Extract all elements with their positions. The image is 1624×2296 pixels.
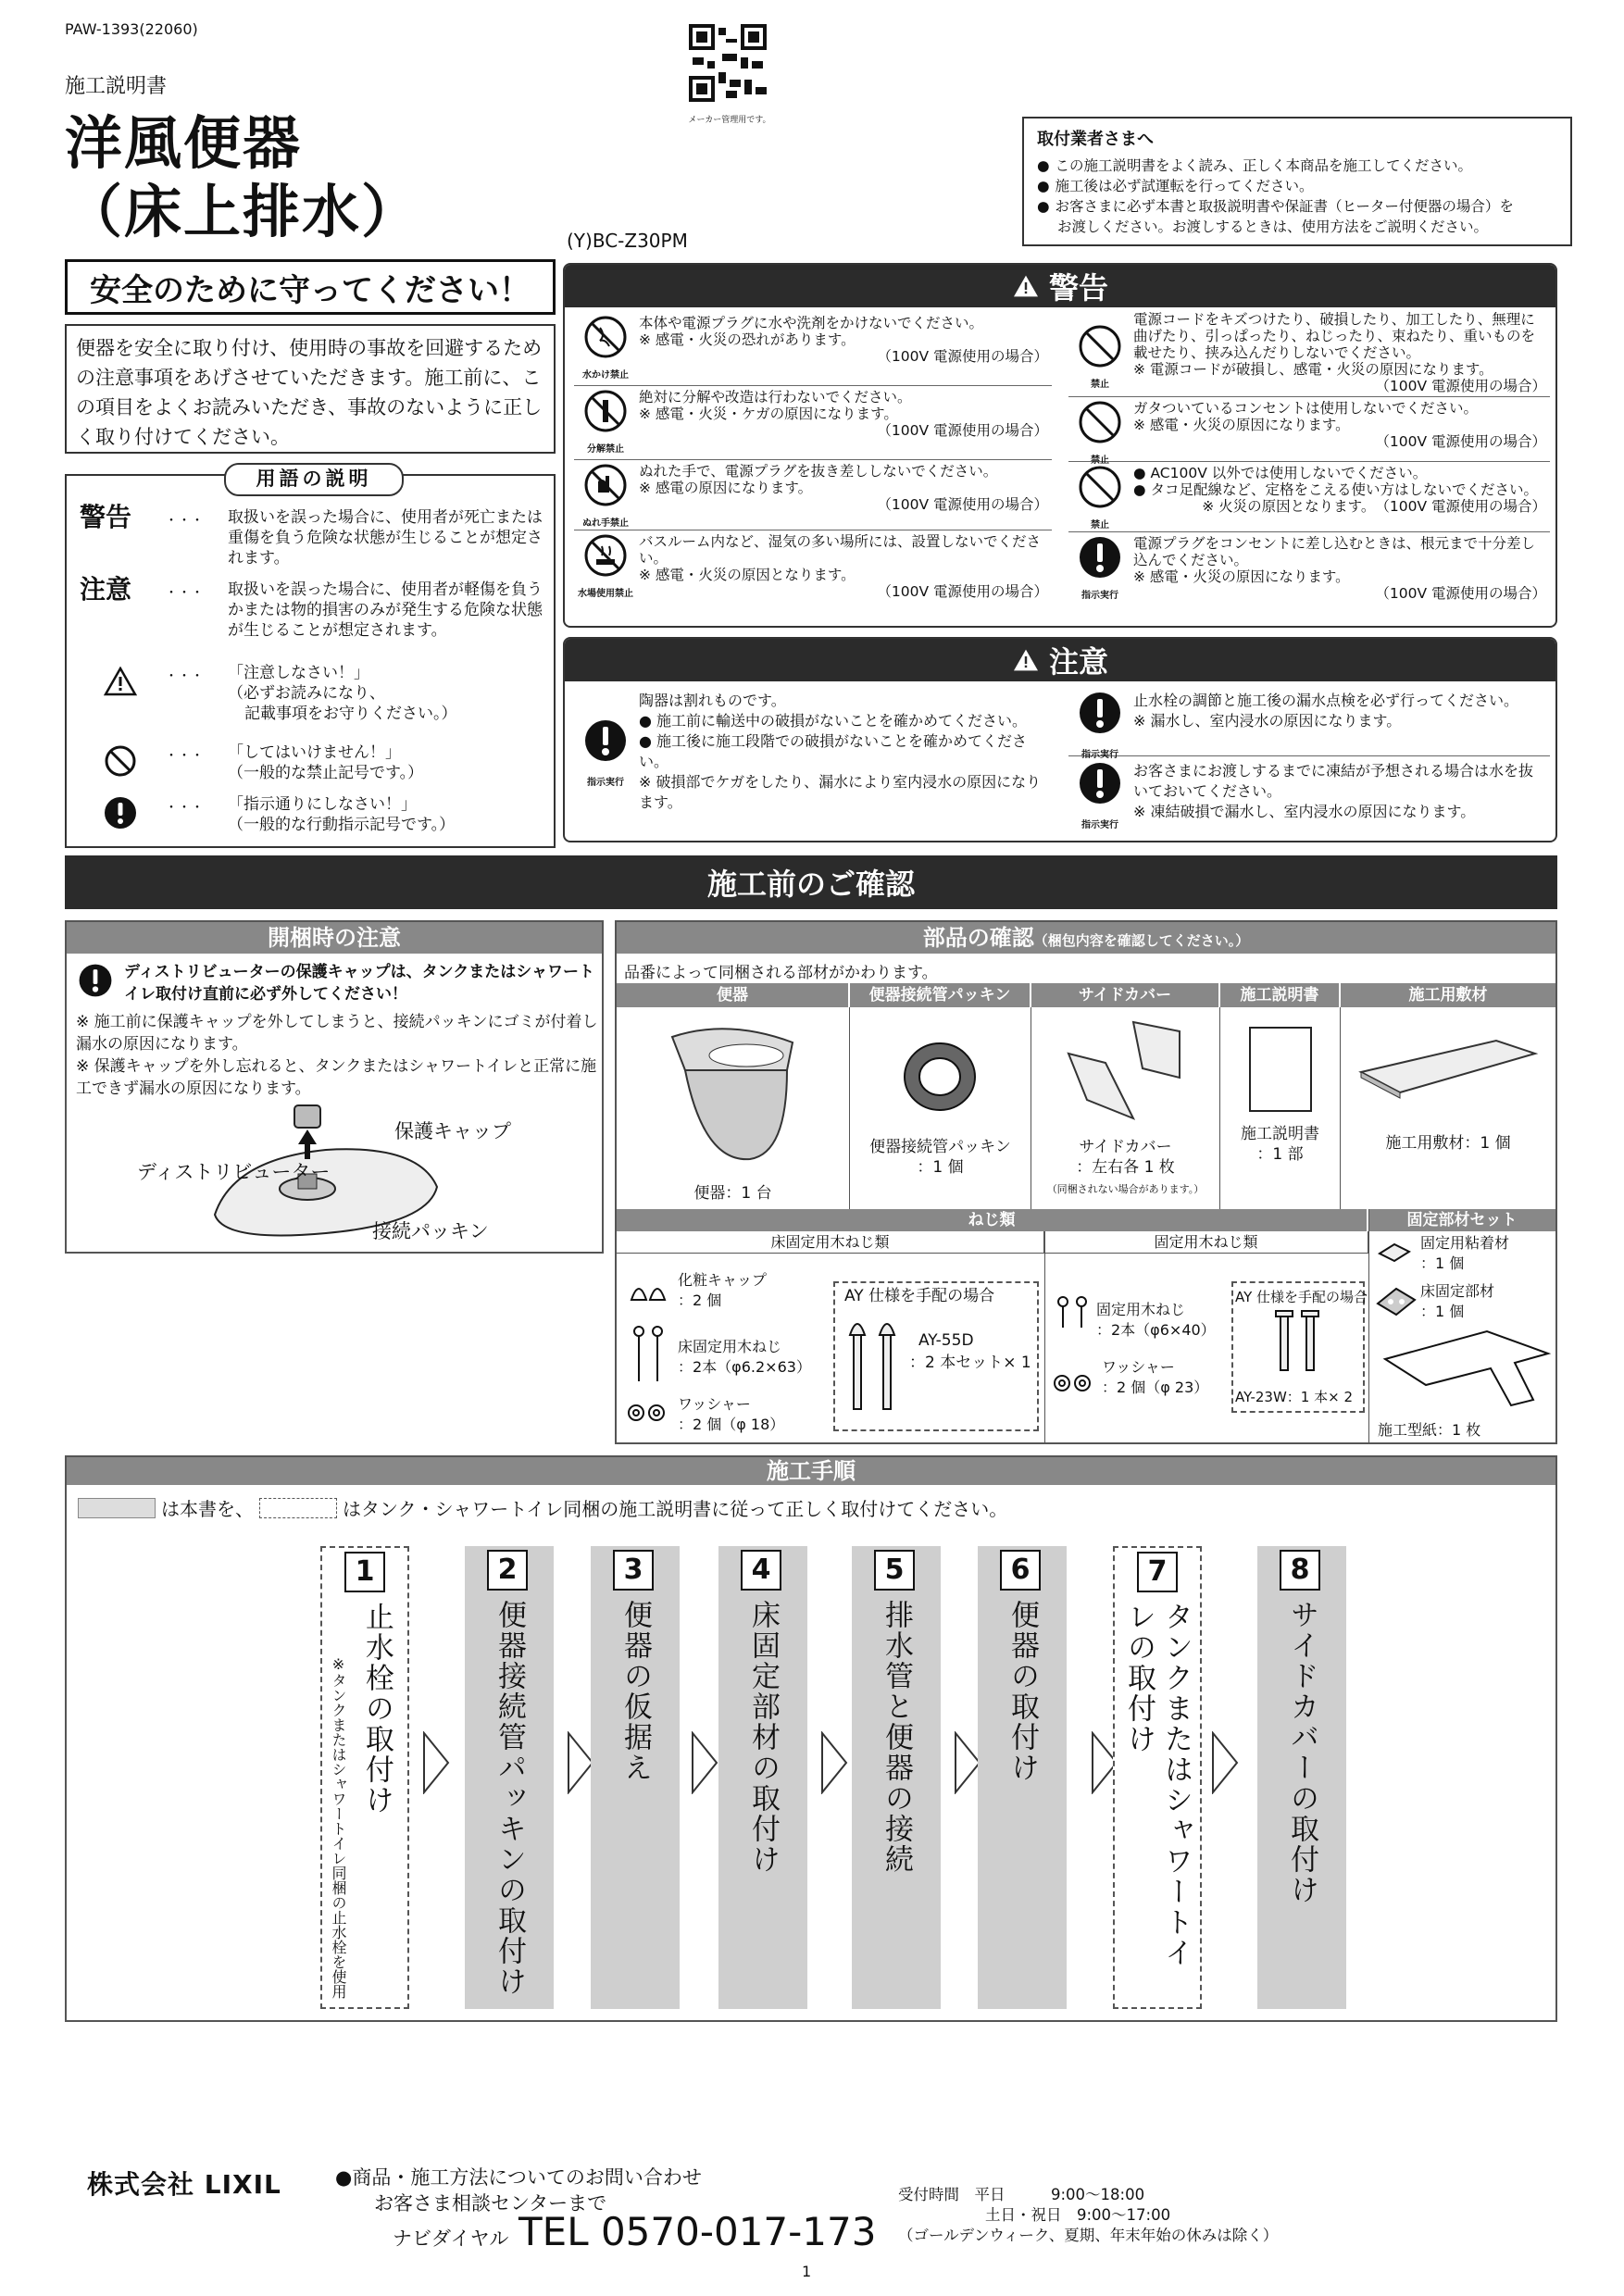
document-type: 施工説明書 <box>65 75 168 98</box>
floor-screws-title: 床固定用木ねじ類 <box>617 1231 1044 1254</box>
term-dots: ・・・ <box>165 749 204 764</box>
template-icon <box>1380 1328 1552 1411</box>
step-text: 止水栓の取付け <box>359 1602 394 1816</box>
mandatory-action-icon <box>104 796 137 830</box>
procedure-title: 施工手順 <box>67 1457 1555 1485</box>
warning-cond: （100V 電源使用の場合） <box>1375 378 1546 394</box>
procedure-box <box>65 1455 1557 2022</box>
parts-cell-side-cover <box>1031 1007 1220 1209</box>
term-prohibit <box>80 742 543 789</box>
term-warning-desc: 取扱いを誤った場合に、使用者が死亡または重傷を負う危険な状態が生じることが想定されます。 <box>228 508 543 568</box>
arrow-right-icon <box>691 1731 718 1794</box>
parts-header: 施工用敷材 <box>1341 983 1555 1007</box>
term-caution-desc: 取扱いを誤った場合に、使用者が軽傷を負うかまたは物的損害のみが発生する危険な状態が生じることが想定されます。 <box>228 580 543 640</box>
ay-spec-label: AY 仕様を手配の場合 <box>1235 1289 1368 1305</box>
installer-item: ● この施工説明書をよく読み、正しく本商品を施工してください。 <box>1037 156 1557 176</box>
caution-line: ● 施工後に施工段階での破損がないことを確かめてください。 <box>639 732 1028 770</box>
washer-icon <box>626 1404 667 1422</box>
floor-screw-label: 床固定用木ねじ <box>678 1338 782 1355</box>
hours-holiday-note: （ゴールデンウィーク、夏期、年末年始の休みは除く） <box>898 2227 1279 2244</box>
warning-note: ※ 感電・火災の原因になります。 <box>1133 417 1350 433</box>
parts-box <box>615 920 1557 1444</box>
inquiry-line: ●商品・施工方法についてのお問い合わせ <box>335 2166 702 2189</box>
cap-qty: ：2 個 <box>678 1292 722 1309</box>
mandatory-action-icon: 指示実行 <box>1072 691 1128 766</box>
tel-number: TEL 0570-017-173 <box>518 2209 877 2254</box>
warning-item <box>574 315 1052 386</box>
side-cover-label: サイドカバー <box>1079 1138 1172 1156</box>
warning-note: ※ 感電・火災の原因となります。 <box>639 567 856 583</box>
caution-line: 陶器は割れものです。 <box>639 692 786 709</box>
warning-title: 警告 <box>1048 270 1108 306</box>
warning-triangle-icon <box>104 667 137 696</box>
company-name: 株式会社 LIXIL <box>87 2169 281 2200</box>
parts-cell-toilet <box>617 1007 850 1209</box>
mat-label: 施工用敷材：1 個 <box>1385 1134 1511 1153</box>
warning-text: ぬれた手で、電源プラグを抜き差ししないでください。 <box>639 463 998 480</box>
caution-item <box>1068 761 1550 831</box>
no-damp-place-icon: 水場使用禁止 <box>578 533 633 603</box>
unpacking-note: ディストリビューターの保護キャップは、タンクまたはシャワートイレ取付け直前に必ず外してください！ <box>124 963 594 1004</box>
term-warning-key: 警告 <box>80 502 132 532</box>
term-dots: ・・・ <box>165 801 204 816</box>
fix-screw-qty: ：2本（φ6×40） <box>1096 1321 1216 1339</box>
packing-label: 便器接続管パッキン <box>869 1138 1011 1156</box>
washer-qty: ：2 個（φ 18） <box>678 1416 785 1433</box>
warning-note: ※ 電源コードが破損し、感電・火災の原因になります。 <box>1133 361 1493 378</box>
mandatory-desc: （一般的な行動指示記号です。） <box>228 816 456 834</box>
unpacking-title: 開梱時の注意 <box>67 922 602 954</box>
warning-cond: （100V 電源使用の場合） <box>1375 585 1546 602</box>
step-number: 2 <box>487 1550 528 1591</box>
parts-cell-mat <box>1341 1007 1555 1209</box>
step-text: 便器の仮据え <box>618 1600 652 1783</box>
prohibit-desc: 「してはいけません！」 <box>228 743 401 762</box>
ay23-label: AY-23W：1 本× 2 <box>1235 1389 1354 1405</box>
label-connection-packing: 接続パッキン <box>372 1220 489 1242</box>
legend-dashed-swatch <box>259 1498 337 1518</box>
caution-line: ● 施工前に輸送中の破損がないことを確かめてください。 <box>639 712 1028 730</box>
washer2-label: ワッシャー <box>1102 1358 1175 1376</box>
warning-text: 電源プラグをコンセントに差し込むときは、根元まで十分差し込んでください。 <box>1133 535 1536 568</box>
caution-panel <box>563 637 1557 842</box>
prohibition-icon: 禁止 <box>1072 465 1128 534</box>
fixing-screws-title: 固定用木ねじ類 <box>1044 1231 1368 1254</box>
warning-text: バスルーム内など、湿気の多い場所には、設置しないでください。 <box>639 533 1042 567</box>
ay-spec-box <box>833 1281 1039 1431</box>
manual-illustration <box>1248 1026 1313 1113</box>
installer-item: ● お客さまに必ず本書と取扱説明書や保証書（ヒーター付便器の場合）を <box>1037 196 1557 217</box>
label-protective-cap: 保護キャップ <box>394 1120 511 1142</box>
unpacking-text: ※ 施工前に保護キャップを外してしまうと、接続パッキンにゴミが付着し漏水の原因になります。 <box>76 1013 598 1054</box>
legend-solid-swatch <box>78 1498 156 1518</box>
warning-text: ● AC100V 以外では使用しないでください。 <box>1133 465 1428 481</box>
caution-text: お客さまにお渡しするまでに凍結が予想される場合は水を抜いておいてください。 <box>1133 762 1534 800</box>
installer-title: 取付業者さまへ <box>1037 130 1154 149</box>
title-line-1: 洋風便器 <box>65 109 303 177</box>
warning-triangle-icon <box>1012 648 1040 672</box>
floor-screw-qty: ：2本（φ6.2×63） <box>678 1358 811 1376</box>
step-number: 7 <box>1137 1552 1178 1592</box>
anchor-icon <box>1270 1309 1326 1374</box>
procedure-step-8 <box>1257 1546 1346 2009</box>
toilet-illustration <box>654 1018 811 1167</box>
tel-label: ナビダイヤル <box>393 2227 509 2250</box>
warning-text: 電源コードをキズつけたり、破損したり、加工したり、無理に曲げたり、引っぱったり、ねじったり、束ねたり、重いものを載せたり、挟み込んだりしないでください。 <box>1133 311 1536 361</box>
procedure-step-3 <box>591 1546 680 2009</box>
business-hours <box>898 2185 1278 2246</box>
step-number: 5 <box>874 1550 915 1591</box>
legend-text-2: はタンク・シャワートイレ同梱の施工説明書に従って正しく取付けてください。 <box>343 1498 1008 1520</box>
ay-spec-label: AY 仕様を手配の場合 <box>844 1287 995 1305</box>
side-cover-illustration <box>1059 1017 1198 1128</box>
side-cover-qty: ：左右各 1 枚 <box>1076 1158 1175 1177</box>
parts-header: 施工説明書 <box>1220 983 1341 1007</box>
terms-title: 用語の説明 <box>224 463 404 496</box>
manual-label: 施工説明書 <box>1241 1125 1319 1143</box>
title-line-2: （床上排水） <box>65 178 421 245</box>
adhesive-icon <box>1378 1241 1411 1265</box>
mandatory-action-icon: 指示実行 <box>578 718 633 793</box>
term-triangle <box>80 663 543 728</box>
screws-title: ねじ類 <box>617 1209 1368 1231</box>
term-dots: ・・・ <box>165 669 204 684</box>
term-caution <box>80 574 543 644</box>
document-code: PAW-1393(22060) <box>65 20 198 38</box>
installer-item: ● 施工後は必ず試運転を行ってください。 <box>1037 176 1557 196</box>
step-number: 3 <box>613 1550 654 1591</box>
term-mandatory <box>80 794 543 841</box>
caution-item <box>1068 691 1550 760</box>
step-text: タンクまたはシャワートイレの取付け <box>1122 1602 1193 1968</box>
prohibition-icon: 禁止 <box>1072 324 1128 393</box>
warning-cond: （100V 電源使用の場合） <box>877 348 1048 365</box>
mat-illustration <box>1357 1035 1539 1100</box>
warning-item <box>1068 400 1550 466</box>
unpacking-text: ※ 保護キャップを外し忘れると、タンクまたはシャワートイレと正常に施工できず漏水の原因になります。 <box>76 1057 597 1098</box>
warning-panel <box>563 263 1557 628</box>
prohibition-icon: 禁止 <box>1072 400 1128 469</box>
ay55-label: AY-55D <box>918 1331 974 1350</box>
triangle-desc: （必ずお読みになり、 <box>228 684 385 703</box>
warning-cond: （100V 電源使用の場合） <box>877 583 1048 600</box>
anchor-icon <box>844 1316 900 1418</box>
step-number: 4 <box>741 1550 781 1591</box>
wood-screw-icon <box>1056 1296 1089 1329</box>
wood-screw-icon <box>630 1326 667 1385</box>
no-disassembly-icon: 分解禁止 <box>578 389 633 458</box>
parts-cell-packing <box>850 1007 1031 1209</box>
legend-text-1: は本書を、 <box>161 1498 254 1520</box>
warning-cond: ※ 火災の原因となります。 （100V 電源使用の場合） <box>1202 498 1546 515</box>
template-label: 施工型紙：1 枚 <box>1378 1421 1481 1439</box>
ay55-qty: ：2 本セット× 1 <box>909 1354 1031 1372</box>
inquiry-line: お客さま相談センターまで <box>374 2192 607 2215</box>
qr-code-icon <box>689 24 767 102</box>
safety-heading: 安全のために守ってください！ <box>65 259 556 315</box>
caution-title: 注意 <box>1048 644 1108 680</box>
arrow-right-icon <box>1211 1731 1239 1794</box>
caution-bar <box>565 639 1555 681</box>
warning-triangle-icon <box>1012 274 1040 298</box>
warning-item <box>574 389 1052 460</box>
caution-note: ※ 漏水し、室内浸水の原因になります。 <box>1133 712 1402 730</box>
warning-cond: （100V 電源使用の場合） <box>877 422 1048 439</box>
adhesive-label: 固定用粘着材 <box>1420 1234 1510 1252</box>
caution-line: ※ 破損部でケガをしたり、漏水により室内浸水の原因になります。 <box>639 773 1042 811</box>
procedure-step-1 <box>320 1546 409 2009</box>
hours-weekend: 土日・祝日 9:00〜17:00 <box>985 2206 1171 2224</box>
model-number: (Y)BC-Z30PM <box>567 230 688 252</box>
washer-label: ワッシャー <box>678 1395 751 1413</box>
step-number: 8 <box>1280 1550 1320 1591</box>
warning-cond: （100V 電源使用の場合） <box>877 496 1048 513</box>
step-text: 便器接続管パッキンの取付け <box>493 1600 526 1997</box>
mandatory-desc: 「指示通りにしなさい！」 <box>228 795 417 814</box>
parts-cell-manual <box>1220 1007 1341 1209</box>
mandatory-action-icon: 指示実行 <box>1072 535 1128 605</box>
step-text: サイドカバーの取付け <box>1285 1600 1318 1905</box>
washer-icon <box>1052 1374 1093 1392</box>
no-water-icon: 水かけ禁止 <box>578 315 633 384</box>
caution-note: ※ 凍結破損で漏水し、室内浸水の原因になります。 <box>1133 803 1476 820</box>
term-dots: ・・・ <box>165 586 204 601</box>
page-title <box>65 109 420 246</box>
cap-icon <box>630 1281 667 1304</box>
warning-item <box>1068 535 1550 618</box>
step-text: 便器の取付け <box>1006 1600 1039 1783</box>
bracket-qty: ：1 個 <box>1420 1303 1465 1320</box>
arrow-right-icon <box>422 1731 450 1794</box>
triangle-desc: 記載事項をお守りください。） <box>244 705 457 723</box>
warning-item <box>1068 465 1550 532</box>
procedure-legend <box>78 1494 1007 1521</box>
qr-caption: メーカー管理用です。 <box>688 116 771 125</box>
manual-qty: ：1 部 <box>1256 1145 1304 1164</box>
parts-note: 品番によって同梱される部材がかわります。 <box>624 964 938 982</box>
prohibit-desc: （一般的な禁止記号です。） <box>228 764 424 782</box>
page-number: 1 <box>802 2263 812 2280</box>
step-number: 1 <box>344 1552 385 1592</box>
caution-text: 止水栓の調節と施工後の漏水点検を必ず行ってください。 <box>1133 692 1519 709</box>
term-caution-key: 注意 <box>80 574 132 605</box>
section-title: 施工前のご確認 <box>65 855 1557 909</box>
installer-item-cont: お渡しください。お渡しするときは、使用方法をご説明ください。 <box>1057 218 1489 235</box>
procedure-step-5 <box>852 1546 941 2009</box>
warning-cond: （100V 電源使用の場合） <box>1375 433 1546 450</box>
warning-text: 絶対に分解や改造は行わないでください。 <box>639 389 912 406</box>
warning-note: ※ 感電・火災・ケガの原因になります。 <box>639 406 898 422</box>
caution-item <box>574 691 1056 830</box>
fix-screw-label: 固定用木ねじ <box>1096 1301 1186 1318</box>
toilet-qty: 便器：1 台 <box>693 1184 772 1203</box>
warning-text: 本体や電源プラグに水や洗剤をかけないでください。 <box>639 315 984 331</box>
mandatory-action-icon: 指示実行 <box>1072 761 1128 836</box>
ay-spec-box-2 <box>1231 1281 1368 1413</box>
installer-notice <box>1022 117 1572 246</box>
side-cover-note: （同梱されない場合があります。） <box>1046 1183 1205 1195</box>
parts-header: 便器接続管パッキン <box>850 983 1031 1007</box>
warning-note: ※ 感電の原因になります。 <box>639 480 813 496</box>
warning-item <box>574 533 1052 618</box>
step-text: 床固定部材の取付け <box>746 1600 780 1875</box>
label-distributor: ディストリビューター <box>137 1161 331 1183</box>
term-warning <box>80 502 543 572</box>
cap-label: 化粧キャップ <box>678 1271 768 1289</box>
parts-header: 便器 <box>617 983 850 1007</box>
step-number: 6 <box>1000 1550 1041 1591</box>
washer2-qty: ：2 個（φ 23） <box>1102 1379 1209 1396</box>
warning-note: ※ 感電・火災の原因になります。 <box>1133 568 1350 585</box>
no-wet-hands-icon: ぬれ手禁止 <box>578 463 633 532</box>
hours-label: 受付時間 <box>898 2186 959 2203</box>
warning-note: ※ 感電・火災の恐れがあります。 <box>639 331 856 348</box>
packing-qty: ：1 個 <box>917 1158 964 1177</box>
unpacking-box <box>65 920 604 1254</box>
warning-item <box>574 463 1052 530</box>
procedure-step-2 <box>465 1546 554 2009</box>
procedure-step-7 <box>1113 1546 1202 2009</box>
procedure-step-6 <box>978 1546 1067 2009</box>
warning-bar <box>565 265 1555 307</box>
parts-header: サイドカバー <box>1031 983 1220 1007</box>
term-dots: ・・・ <box>165 514 204 529</box>
bracket-icon <box>1376 1285 1417 1318</box>
parts-title: 部品の確認（梱包内容を確認してください。） <box>617 922 1555 954</box>
procedure-step-4 <box>718 1546 807 2009</box>
triangle-desc: 「注意しなさい！」 <box>228 664 369 682</box>
adhesive-qty: ：1 個 <box>1420 1254 1465 1272</box>
warning-item <box>1068 311 1550 397</box>
step-sub-note: ※タンクまたはシャワートイレ同梱の止水栓を使用 <box>330 1655 347 1999</box>
safety-intro: 便器を安全に取り付け、使用時の事故を回避するための注意事項をあげさせていただきます。施工前に、この項目をよくお読みいただき、事故のないように正しく取り付けてください。 <box>65 324 556 454</box>
warning-note: ● タコ足配線など、定格をこえる使い方はしないでください。 <box>1133 481 1538 498</box>
arrow-right-icon <box>820 1731 848 1794</box>
prohibition-icon <box>104 744 137 778</box>
terms-box <box>65 468 556 848</box>
fixing-set-title: 固定部材セット <box>1368 1209 1555 1231</box>
packing-illustration <box>898 1035 981 1118</box>
hours-weekday: 平日 9:00〜18:00 <box>974 2186 1145 2203</box>
warning-text: ガタついているコンセントは使用しないでください。 <box>1133 400 1479 417</box>
bracket-label: 床固定部材 <box>1420 1282 1495 1300</box>
step-text: 排水管と便器の接続 <box>880 1600 913 1875</box>
